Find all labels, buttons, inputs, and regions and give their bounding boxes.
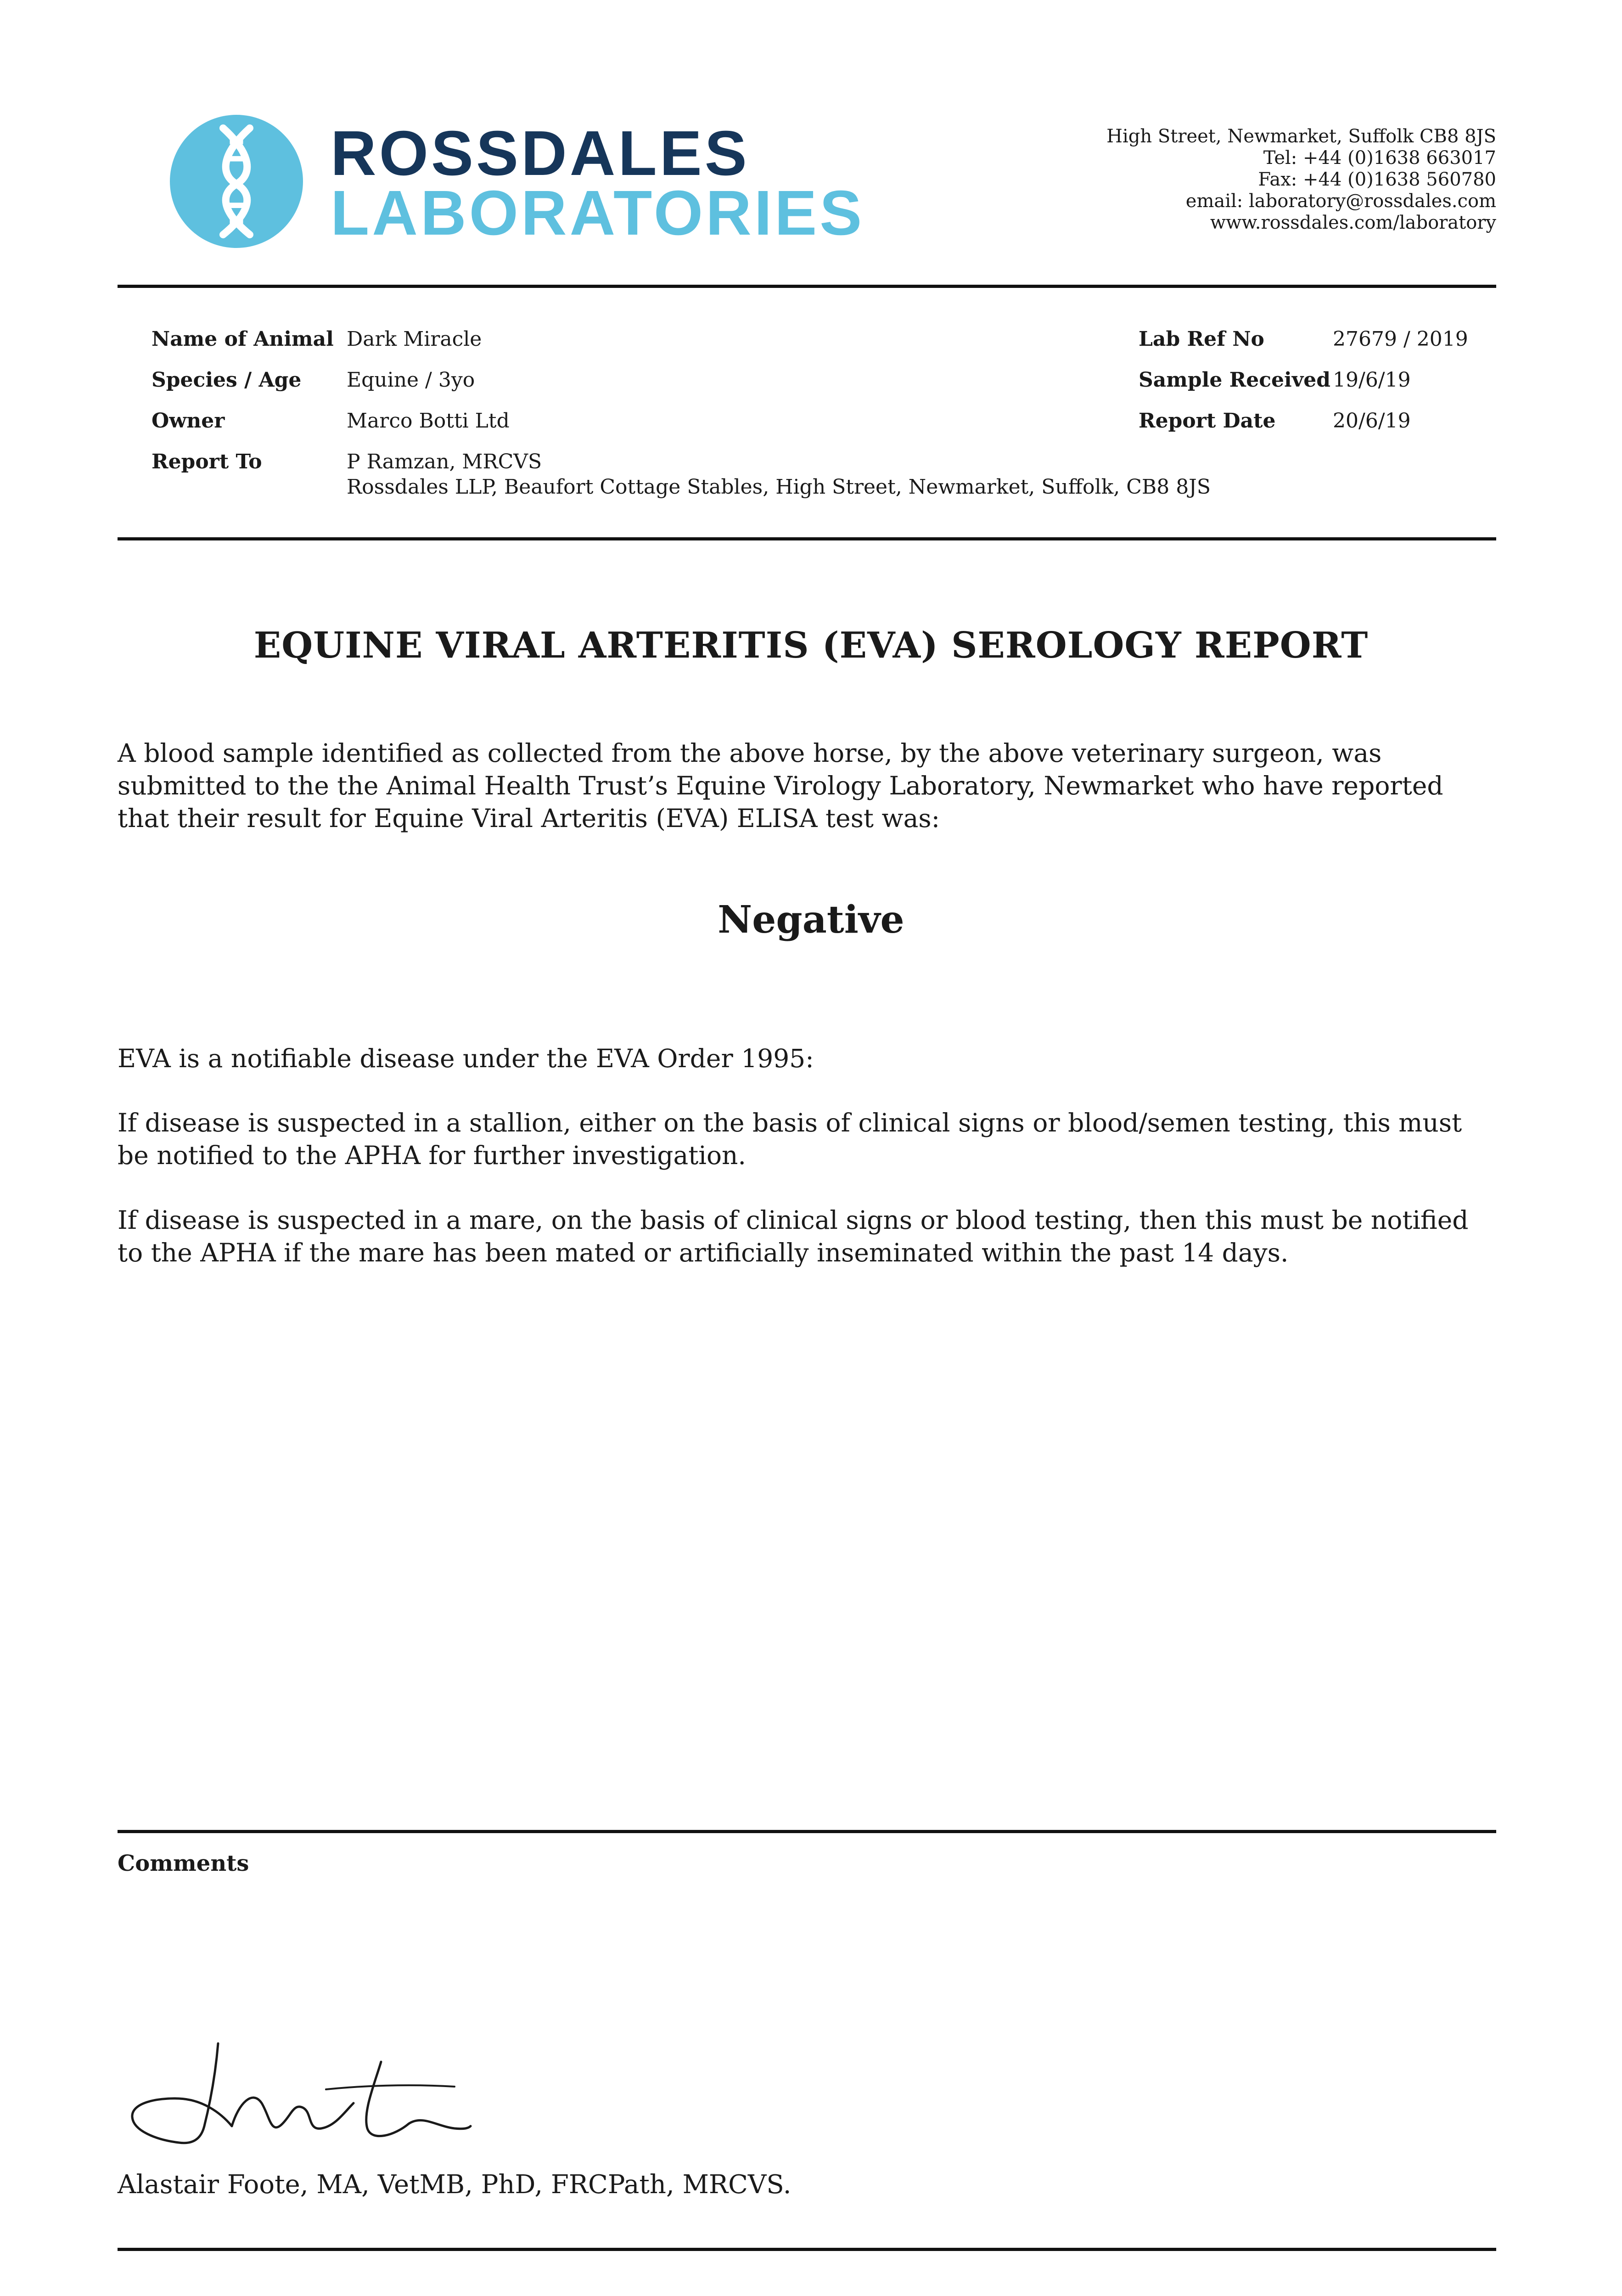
website-link[interactable]: www.rossdales.com/laboratory [1210, 212, 1496, 233]
mare-paragraph: If disease is suspected in a mare, on the basis of clinical signs or blood testing, then this must be notified to the APHA if the mare has been mated or artificially inseminated within the past 14 days. [118, 1205, 1469, 1267]
comments-label: Comments [118, 1851, 249, 1876]
signatory-name: Alastair Foote, MA, VetMB, PhD, FRCPath, MRCVS. [118, 2170, 791, 2200]
lab-ref-label: Lab Ref No [1139, 327, 1264, 351]
notifiable-notice: EVA is a notifiable disease under the EVA Order 1995: [118, 1044, 814, 1073]
lab-ref-value: 27679 / 2019 [1333, 327, 1468, 351]
stallion-paragraph: If disease is suspected in a stallion, either on the basis of clinical signs or blood/semen testing, this must be notified to the APHA for further investigation. [118, 1108, 1462, 1170]
brand-name-line1: ROSSDALES [331, 118, 750, 189]
comments-divider [118, 1830, 1496, 1833]
address: High Street, Newmarket, Suffolk CB8 8JS [1106, 126, 1496, 147]
report-date-value: 20/6/19 [1333, 409, 1411, 433]
contact-block [1106, 126, 1496, 234]
name-of-animal-label: Name of Animal [152, 327, 334, 351]
name-of-animal-value: Dark Miracle [347, 327, 482, 351]
report-to-address: Rossdales LLP, Beaufort Cottage Stables, High Street, Newmarket, Suffolk, CB8 8JS [347, 475, 1211, 499]
header-divider [118, 285, 1496, 288]
owner-label: Owner [152, 409, 225, 433]
footer-divider [118, 2248, 1496, 2251]
test-result: Negative [718, 898, 904, 942]
info-divider [118, 537, 1496, 540]
report-title: EQUINE VIRAL ARTERITIS (EVA) SEROLOGY REPORT [253, 625, 1369, 666]
report-to-label: Report To [152, 450, 262, 473]
telephone: Tel: +44 (0)1638 663017 [1263, 147, 1496, 169]
dna-helix-icon [170, 115, 303, 248]
fax: Fax: +44 (0)1638 560780 [1258, 169, 1496, 190]
email-link[interactable]: email: laboratory@rossdales.com [1185, 191, 1496, 212]
owner-value: Marco Botti Ltd [347, 409, 510, 433]
brand-name-line2: LABORATORIES [331, 178, 865, 248]
species-age-value: Equine / 3yo [347, 368, 475, 392]
species-age-label: Species / Age [152, 368, 302, 392]
intro-paragraph: A blood sample identified as collected from the above horse, by the above veterinary surgeon, was submitted to the the Animal Health Trust’s Equine Virology Laboratory, Newmarket who have reported that their result for Equine Viral Arteritis (EVA) ELISA test was: [118, 738, 1443, 833]
report-to-name: P Ramzan, MRCVS [347, 450, 542, 473]
signature-image [124, 2034, 473, 2154]
sample-received-value: 19/6/19 [1333, 368, 1411, 392]
report-date-label: Report Date [1139, 409, 1276, 433]
sample-received-label: Sample Received [1139, 368, 1331, 392]
